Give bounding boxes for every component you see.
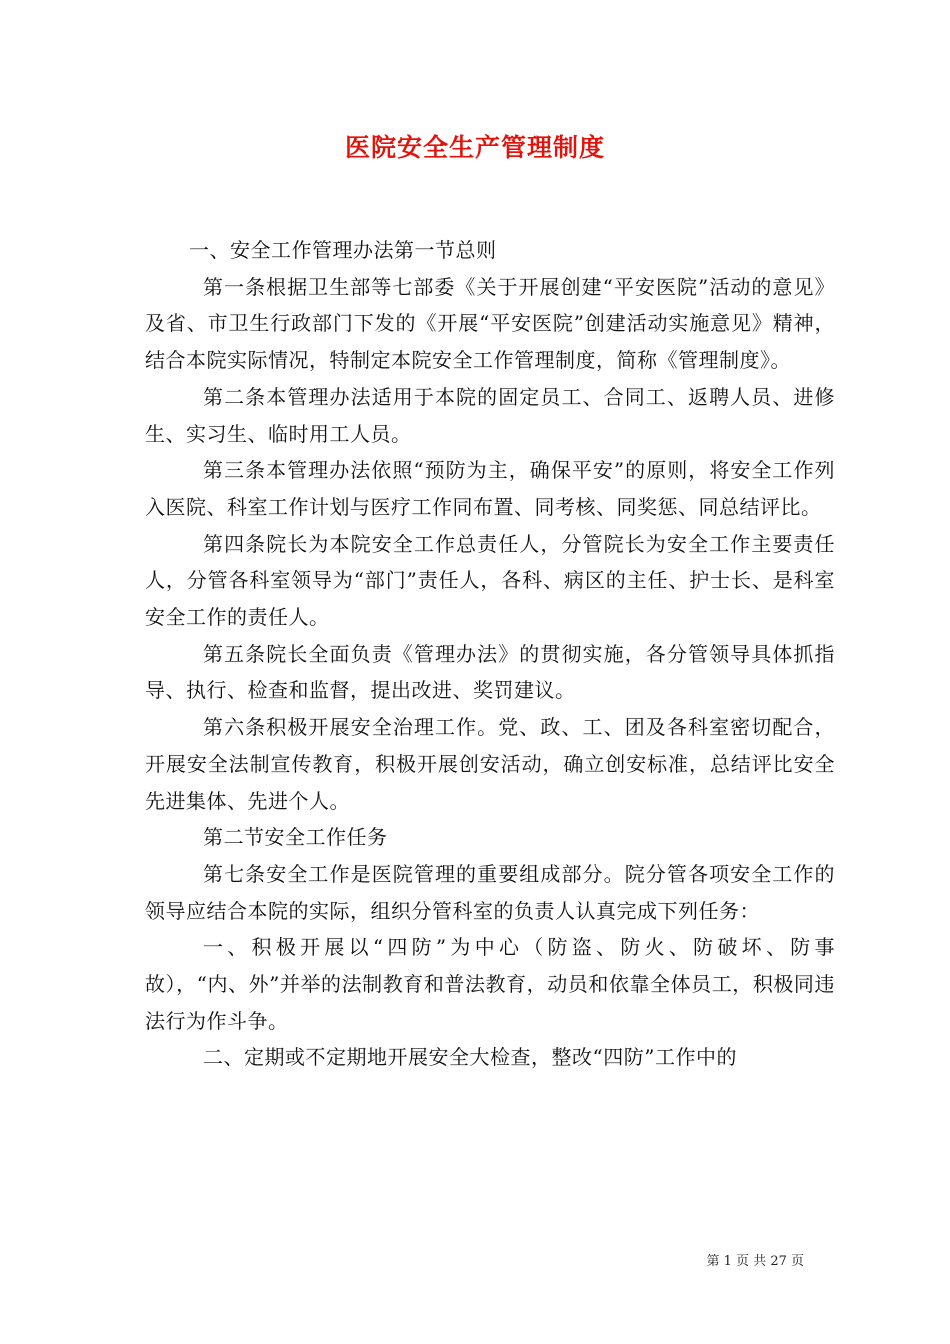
article-1: 第一条根据卫生部等七部委《关于开展创建“平安医院”活动的意见》及省、市卫生行政部门下发的《开展“平安医院”创建活动实施意见》精神，结合本院实际情况，特制定本院安全工作管理制度，简称《管理制度》。 xyxy=(145,274,835,373)
task-item-2: 二、定期或不定期地开展安全大检查，整改“四防”工作中的 xyxy=(203,1045,737,1070)
article-7: 第七条安全工作是医院管理的重要组成部分。院分管各项安全工作的领导应结合本院的实际，组织分管科室的负责人认真完成下列任务： xyxy=(145,861,835,923)
article-5: 第五条院长全面负责《管理办法》的贯彻实施，各分管领导具体抓指导、执行、检查和监督，提出改进、奖罚建议。 xyxy=(145,641,835,703)
section-heading-2: 第二节安全工作任务 xyxy=(203,825,388,850)
article-4: 第四条院长为本院安全工作总责任人，分管院长为安全工作主要责任人，分管各科室领导为“部门”责任人，各科、病区的主任、护士长、是科室安全工作的责任人。 xyxy=(145,531,835,630)
task-item-1: 一、积极开展以“四防”为中心（防盗、防火、防破坏、防事故），“内、外”并举的法制教育和普法教育，动员和依靠全体员工，积极同违法行为作斗争。 xyxy=(145,935,835,1033)
article-6: 第六条积极开展安全治理工作。党、政、工、团及各科室密切配合，开展安全法制宣传教育，积极开展创安活动，确立创安标准，总结评比安全先进集体、先进个人。 xyxy=(145,715,835,813)
document-title: 医院安全生产管理制度 xyxy=(344,133,605,162)
page-number: 第 1 页 共 27 页 xyxy=(706,1254,804,1269)
section-heading-1: 一、安全工作管理办法第一节总则 xyxy=(189,238,497,262)
document-body xyxy=(145,232,835,1076)
article-2: 第二条本管理办法适用于本院的固定员工、合同工、返聘人员、进修生、实习生、临时用工人员。 xyxy=(145,384,835,446)
article-3: 第三条本管理办法依照“预防为主，确保平安”的原则，将安全工作列入医院、科室工作计划与医疗工作同布置、同考核、同奖惩、同总结评比。 xyxy=(145,458,835,519)
